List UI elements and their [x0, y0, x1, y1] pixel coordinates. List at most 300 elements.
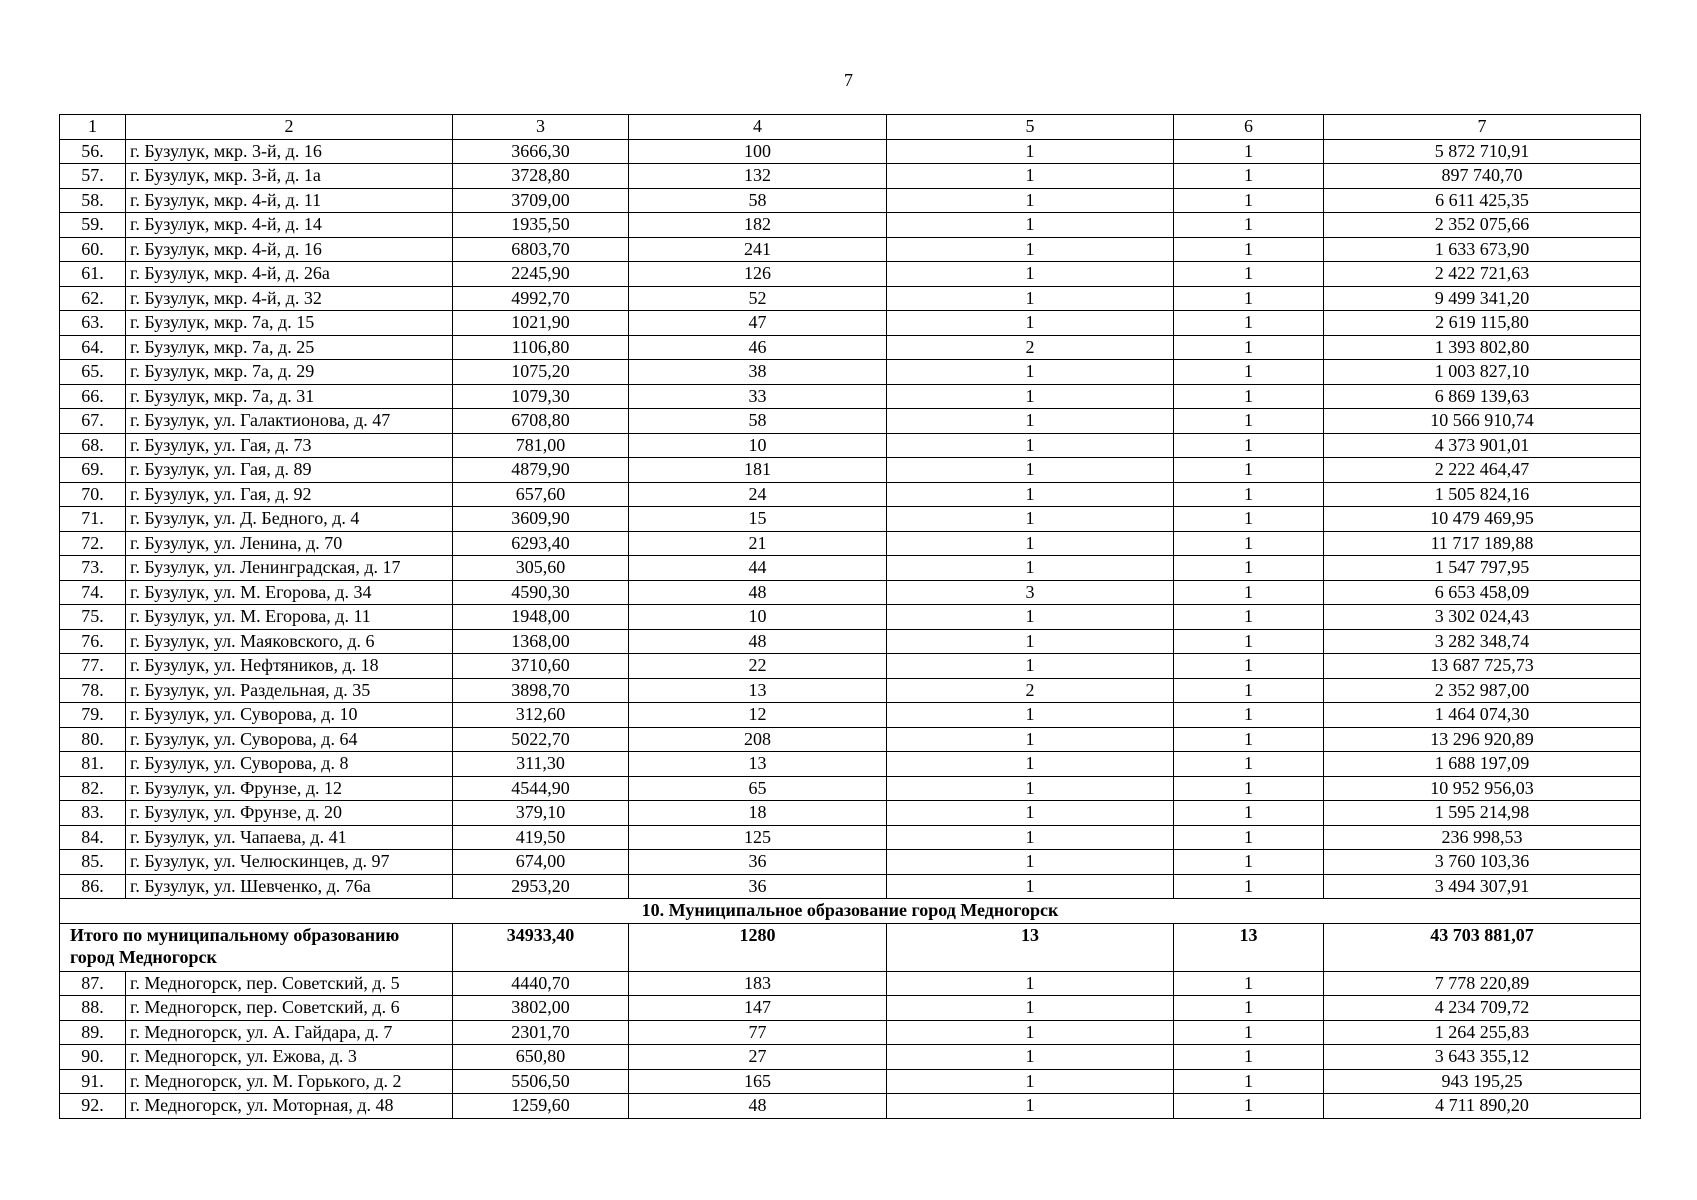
address-cell: г. Медногорск, ул. Ежова, д. 3 — [126, 1045, 453, 1070]
cost-cell: 9 499 341,20 — [1324, 286, 1641, 311]
cost-cell: 2 422 721,63 — [1324, 262, 1641, 287]
count-cell: 1 — [887, 752, 1174, 777]
residents-cell: 132 — [629, 164, 887, 189]
address-cell: г. Бузулук, ул. Челюскинцев, д. 97 — [126, 850, 453, 875]
count-cell: 1 — [1174, 678, 1324, 703]
row-number-cell: 91. — [60, 1069, 126, 1094]
row-number-cell: 86. — [60, 874, 126, 899]
cost-cell: 1 633 673,90 — [1324, 237, 1641, 262]
row-number-cell: 65. — [60, 360, 126, 385]
row-number-cell: 63. — [60, 311, 126, 336]
residents-cell: 36 — [629, 850, 887, 875]
cost-cell: 1 264 255,83 — [1324, 1020, 1641, 1045]
row-number-cell: 81. — [60, 752, 126, 777]
cost-cell: 7 778 220,89 — [1324, 971, 1641, 996]
address-cell: г. Бузулук, ул. Суворова, д. 64 — [126, 727, 453, 752]
address-cell: г. Бузулук, ул. Гая, д. 92 — [126, 482, 453, 507]
residents-cell: 10 — [629, 605, 887, 630]
count-cell: 1 — [887, 605, 1174, 630]
residents-cell: 182 — [629, 213, 887, 238]
residents-cell: 27 — [629, 1045, 887, 1070]
total-row — [60, 923, 1641, 971]
residents-cell: 24 — [629, 482, 887, 507]
area-cell: 4590,30 — [453, 580, 629, 605]
address-cell: г. Бузулук, ул. Гая, д. 89 — [126, 458, 453, 483]
table-row — [60, 654, 1641, 679]
address-cell: г. Медногорск, ул. А. Гайдара, д. 7 — [126, 1020, 453, 1045]
residents-cell: 10 — [629, 433, 887, 458]
area-cell: 5506,50 — [453, 1069, 629, 1094]
count-cell: 1 — [1174, 580, 1324, 605]
count-cell: 1 — [887, 1069, 1174, 1094]
cost-cell: 2 619 115,80 — [1324, 311, 1641, 336]
row-number-cell: 89. — [60, 1020, 126, 1045]
table-row — [60, 996, 1641, 1021]
count-cell: 1 — [887, 850, 1174, 875]
residents-cell: 13 — [629, 678, 887, 703]
count-cell: 1 — [1174, 360, 1324, 385]
address-cell: г. Бузулук, ул. Гая, д. 73 — [126, 433, 453, 458]
cost-cell: 1 595 214,98 — [1324, 801, 1641, 826]
count-cell: 1 — [887, 433, 1174, 458]
residents-cell: 241 — [629, 237, 887, 262]
area-cell: 674,00 — [453, 850, 629, 875]
count-cell: 1 — [1174, 188, 1324, 213]
area-cell: 4992,70 — [453, 286, 629, 311]
area-cell: 3898,70 — [453, 678, 629, 703]
count-cell: 1 — [1174, 654, 1324, 679]
count-cell: 1 — [1174, 727, 1324, 752]
count-cell: 1 — [1174, 1069, 1324, 1094]
area-cell: 2245,90 — [453, 262, 629, 287]
row-number-cell: 56. — [60, 139, 126, 164]
row-number-cell: 57. — [60, 164, 126, 189]
column-number-cell: 7 — [1324, 115, 1641, 140]
cost-cell: 1 393 802,80 — [1324, 335, 1641, 360]
address-cell: г. Медногорск, пер. Советский, д. 6 — [126, 996, 453, 1021]
residents-cell: 36 — [629, 874, 887, 899]
address-cell: г. Бузулук, ул. Чапаева, д. 41 — [126, 825, 453, 850]
table-row — [60, 164, 1641, 189]
row-number-cell: 75. — [60, 605, 126, 630]
column-number-cell: 3 — [453, 115, 629, 140]
count-cell: 1 — [1174, 703, 1324, 728]
row-number-cell: 92. — [60, 1094, 126, 1119]
table-row — [60, 409, 1641, 434]
cost-cell: 3 760 103,36 — [1324, 850, 1641, 875]
count-cell: 1 — [1174, 850, 1324, 875]
count-cell: 1 — [1174, 825, 1324, 850]
table-row — [60, 1094, 1641, 1119]
count-cell: 1 — [1174, 335, 1324, 360]
residents-cell: 18 — [629, 801, 887, 826]
row-number-cell: 82. — [60, 776, 126, 801]
total-cost: 43 703 881,07 — [1324, 923, 1641, 971]
count-cell: 1 — [1174, 482, 1324, 507]
cost-cell: 4 234 709,72 — [1324, 996, 1641, 1021]
area-cell: 4544,90 — [453, 776, 629, 801]
cost-cell: 1 505 824,16 — [1324, 482, 1641, 507]
count-cell: 1 — [1174, 458, 1324, 483]
residents-cell: 47 — [629, 311, 887, 336]
count-cell: 1 — [1174, 971, 1324, 996]
cost-cell: 3 282 348,74 — [1324, 629, 1641, 654]
area-cell: 379,10 — [453, 801, 629, 826]
address-cell: г. Бузулук, ул. М. Егорова, д. 34 — [126, 580, 453, 605]
address-cell: г. Бузулук, ул. Шевченко, д. 76а — [126, 874, 453, 899]
table-row — [60, 825, 1641, 850]
row-number-cell: 71. — [60, 507, 126, 532]
cost-cell: 13 687 725,73 — [1324, 654, 1641, 679]
row-number-cell: 76. — [60, 629, 126, 654]
area-cell: 1106,80 — [453, 335, 629, 360]
count-cell: 2 — [887, 335, 1174, 360]
count-cell: 1 — [887, 188, 1174, 213]
count-cell: 1 — [887, 825, 1174, 850]
count-cell: 1 — [887, 237, 1174, 262]
row-number-cell: 80. — [60, 727, 126, 752]
table-row — [60, 458, 1641, 483]
count-cell: 1 — [1174, 996, 1324, 1021]
count-cell: 1 — [1174, 409, 1324, 434]
count-cell: 1 — [887, 311, 1174, 336]
count-cell: 1 — [1174, 433, 1324, 458]
count-cell: 1 — [887, 262, 1174, 287]
area-cell: 1259,60 — [453, 1094, 629, 1119]
residents-cell: 65 — [629, 776, 887, 801]
address-cell: г. Бузулук, ул. М. Егорова, д. 11 — [126, 605, 453, 630]
table-row — [60, 360, 1641, 385]
total-area: 34933,40 — [453, 923, 629, 971]
residents-cell: 13 — [629, 752, 887, 777]
area-cell: 305,60 — [453, 556, 629, 581]
residents-cell: 21 — [629, 531, 887, 556]
row-number-cell: 60. — [60, 237, 126, 262]
count-cell: 1 — [887, 458, 1174, 483]
section-title: 10. Муниципальное образование город Медногорск — [60, 899, 1641, 924]
row-number-cell: 83. — [60, 801, 126, 826]
residents-cell: 33 — [629, 384, 887, 409]
count-cell: 1 — [1174, 1094, 1324, 1119]
cost-cell: 2 352 075,66 — [1324, 213, 1641, 238]
table-row — [60, 384, 1641, 409]
cost-cell: 5 872 710,91 — [1324, 139, 1641, 164]
cost-cell: 6 653 458,09 — [1324, 580, 1641, 605]
residents-cell: 48 — [629, 629, 887, 654]
cost-cell: 3 494 307,91 — [1324, 874, 1641, 899]
table-row — [60, 727, 1641, 752]
count-cell: 3 — [887, 580, 1174, 605]
count-cell: 1 — [1174, 629, 1324, 654]
area-cell: 2953,20 — [453, 874, 629, 899]
area-cell: 1948,00 — [453, 605, 629, 630]
area-cell: 6293,40 — [453, 531, 629, 556]
table-row — [60, 188, 1641, 213]
count-cell: 1 — [887, 1020, 1174, 1045]
count-cell: 1 — [887, 482, 1174, 507]
count-cell: 1 — [887, 801, 1174, 826]
area-cell: 1935,50 — [453, 213, 629, 238]
cost-cell: 897 740,70 — [1324, 164, 1641, 189]
area-cell: 3728,80 — [453, 164, 629, 189]
total-count: 13 — [887, 923, 1174, 971]
area-cell: 1079,30 — [453, 384, 629, 409]
area-cell: 3710,60 — [453, 654, 629, 679]
address-cell: г. Бузулук, мкр. 4-й, д. 26а — [126, 262, 453, 287]
count-cell: 1 — [887, 360, 1174, 385]
table-row — [60, 507, 1641, 532]
column-number-cell: 4 — [629, 115, 887, 140]
count-cell: 1 — [1174, 776, 1324, 801]
count-cell: 1 — [1174, 164, 1324, 189]
cost-cell: 3 302 024,43 — [1324, 605, 1641, 630]
count-cell: 1 — [887, 409, 1174, 434]
address-cell: г. Бузулук, мкр. 7а, д. 31 — [126, 384, 453, 409]
row-number-cell: 69. — [60, 458, 126, 483]
residents-cell: 48 — [629, 1094, 887, 1119]
row-number-cell: 62. — [60, 286, 126, 311]
column-number-cell: 5 — [887, 115, 1174, 140]
table-row — [60, 971, 1641, 996]
count-cell: 1 — [1174, 507, 1324, 532]
table-row — [60, 850, 1641, 875]
row-number-cell: 85. — [60, 850, 126, 875]
cost-cell: 2 352 987,00 — [1324, 678, 1641, 703]
address-cell: г. Бузулук, ул. Раздельная, д. 35 — [126, 678, 453, 703]
address-cell: г. Бузулук, ул. Ленинградская, д. 17 — [126, 556, 453, 581]
row-number-cell: 72. — [60, 531, 126, 556]
cost-cell: 11 717 189,88 — [1324, 531, 1641, 556]
total-count: 13 — [1174, 923, 1324, 971]
table-row — [60, 482, 1641, 507]
column-number-cell: 2 — [126, 115, 453, 140]
address-cell: г. Бузулук, мкр. 7а, д. 25 — [126, 335, 453, 360]
area-cell: 657,60 — [453, 482, 629, 507]
residents-cell: 77 — [629, 1020, 887, 1045]
address-cell: г. Медногорск, ул. Моторная, д. 48 — [126, 1094, 453, 1119]
area-cell: 312,60 — [453, 703, 629, 728]
count-cell: 1 — [1174, 311, 1324, 336]
address-cell: г. Медногорск, пер. Советский, д. 5 — [126, 971, 453, 996]
area-cell: 650,80 — [453, 1045, 629, 1070]
cost-cell: 2 222 464,47 — [1324, 458, 1641, 483]
cost-cell: 1 688 197,09 — [1324, 752, 1641, 777]
cost-cell: 4 711 890,20 — [1324, 1094, 1641, 1119]
address-cell: г. Бузулук, мкр. 4-й, д. 11 — [126, 188, 453, 213]
table-row — [60, 433, 1641, 458]
residents-cell: 181 — [629, 458, 887, 483]
area-cell: 1021,90 — [453, 311, 629, 336]
address-cell: г. Бузулук, ул. Фрунзе, д. 20 — [126, 801, 453, 826]
cost-cell: 943 195,25 — [1324, 1069, 1641, 1094]
row-number-cell: 61. — [60, 262, 126, 287]
row-number-cell: 78. — [60, 678, 126, 703]
area-cell: 1075,20 — [453, 360, 629, 385]
row-number-cell: 77. — [60, 654, 126, 679]
section-title-row — [60, 899, 1641, 924]
count-cell: 1 — [1174, 237, 1324, 262]
row-number-cell: 87. — [60, 971, 126, 996]
area-cell: 1368,00 — [453, 629, 629, 654]
count-cell: 1 — [887, 286, 1174, 311]
header-row — [60, 115, 1641, 140]
address-cell: г. Бузулук, мкр. 4-й, д. 14 — [126, 213, 453, 238]
count-cell: 1 — [1174, 874, 1324, 899]
table-row — [60, 1045, 1641, 1070]
count-cell: 1 — [887, 384, 1174, 409]
count-cell: 1 — [1174, 1020, 1324, 1045]
address-cell: г. Бузулук, ул. Фрунзе, д. 12 — [126, 776, 453, 801]
row-number-cell: 90. — [60, 1045, 126, 1070]
row-number-cell: 64. — [60, 335, 126, 360]
count-cell: 1 — [887, 531, 1174, 556]
cost-cell: 10 479 469,95 — [1324, 507, 1641, 532]
address-cell: г. Бузулук, мкр. 7а, д. 29 — [126, 360, 453, 385]
count-cell: 1 — [887, 703, 1174, 728]
address-cell: г. Бузулук, ул. Нефтяников, д. 18 — [126, 654, 453, 679]
count-cell: 1 — [1174, 531, 1324, 556]
row-number-cell: 70. — [60, 482, 126, 507]
table-row — [60, 752, 1641, 777]
cost-cell: 13 296 920,89 — [1324, 727, 1641, 752]
count-cell: 2 — [887, 678, 1174, 703]
address-cell: г. Бузулук, мкр. 4-й, д. 32 — [126, 286, 453, 311]
area-cell: 3802,00 — [453, 996, 629, 1021]
count-cell: 1 — [1174, 213, 1324, 238]
residents-cell: 165 — [629, 1069, 887, 1094]
residents-cell: 126 — [629, 262, 887, 287]
area-cell: 3609,90 — [453, 507, 629, 532]
residents-cell: 58 — [629, 409, 887, 434]
count-cell: 1 — [887, 139, 1174, 164]
table-row — [60, 776, 1641, 801]
table-row — [60, 237, 1641, 262]
cost-cell: 1 464 074,30 — [1324, 703, 1641, 728]
count-cell: 1 — [1174, 384, 1324, 409]
table-row — [60, 874, 1641, 899]
row-number-cell: 73. — [60, 556, 126, 581]
area-cell: 311,30 — [453, 752, 629, 777]
table-row — [60, 1020, 1641, 1045]
area-cell: 5022,70 — [453, 727, 629, 752]
table-row — [60, 703, 1641, 728]
address-cell: г. Медногорск, ул. М. Горького, д. 2 — [126, 1069, 453, 1094]
cost-cell: 10 952 956,03 — [1324, 776, 1641, 801]
column-number-cell: 1 — [60, 115, 126, 140]
cost-cell: 3 643 355,12 — [1324, 1045, 1641, 1070]
count-cell: 1 — [887, 629, 1174, 654]
address-cell: г. Бузулук, ул. Суворова, д. 10 — [126, 703, 453, 728]
count-cell: 1 — [887, 971, 1174, 996]
table-row — [60, 605, 1641, 630]
residents-cell: 208 — [629, 727, 887, 752]
residents-cell: 15 — [629, 507, 887, 532]
table-row — [60, 311, 1641, 336]
residents-cell: 12 — [629, 703, 887, 728]
address-cell: г. Бузулук, мкр. 4-й, д. 16 — [126, 237, 453, 262]
count-cell: 1 — [1174, 752, 1324, 777]
table-row — [60, 531, 1641, 556]
data-table — [59, 114, 1641, 1119]
address-cell: г. Бузулук, ул. Галактионова, д. 47 — [126, 409, 453, 434]
count-cell: 1 — [887, 164, 1174, 189]
cost-cell: 1 003 827,10 — [1324, 360, 1641, 385]
residents-cell: 183 — [629, 971, 887, 996]
count-cell: 1 — [1174, 286, 1324, 311]
area-cell: 781,00 — [453, 433, 629, 458]
row-number-cell: 58. — [60, 188, 126, 213]
address-cell: г. Бузулук, мкр. 3-й, д. 1а — [126, 164, 453, 189]
count-cell: 1 — [887, 507, 1174, 532]
table-row — [60, 629, 1641, 654]
cost-cell: 4 373 901,01 — [1324, 433, 1641, 458]
count-cell: 1 — [887, 874, 1174, 899]
count-cell: 1 — [1174, 1045, 1324, 1070]
count-cell: 1 — [887, 556, 1174, 581]
residents-cell: 44 — [629, 556, 887, 581]
table-row — [60, 286, 1641, 311]
count-cell: 1 — [887, 776, 1174, 801]
cost-cell: 236 998,53 — [1324, 825, 1641, 850]
table-row — [60, 801, 1641, 826]
residents-cell: 58 — [629, 188, 887, 213]
address-cell: г. Бузулук, ул. Маяковского, д. 6 — [126, 629, 453, 654]
table-row — [60, 580, 1641, 605]
table-row — [60, 556, 1641, 581]
count-cell: 1 — [1174, 556, 1324, 581]
count-cell: 1 — [1174, 139, 1324, 164]
table-row — [60, 139, 1641, 164]
count-cell: 1 — [887, 1094, 1174, 1119]
count-cell: 1 — [1174, 262, 1324, 287]
row-number-cell: 68. — [60, 433, 126, 458]
row-number-cell: 88. — [60, 996, 126, 1021]
count-cell: 1 — [887, 996, 1174, 1021]
cost-cell: 10 566 910,74 — [1324, 409, 1641, 434]
cost-cell: 6 611 425,35 — [1324, 188, 1641, 213]
table-row — [60, 1069, 1641, 1094]
table-row — [60, 213, 1641, 238]
row-number-cell: 59. — [60, 213, 126, 238]
column-number-cell: 6 — [1174, 115, 1324, 140]
count-cell: 1 — [887, 727, 1174, 752]
count-cell: 1 — [1174, 801, 1324, 826]
count-cell: 1 — [1174, 605, 1324, 630]
area-cell: 4440,70 — [453, 971, 629, 996]
area-cell: 2301,70 — [453, 1020, 629, 1045]
residents-cell: 125 — [629, 825, 887, 850]
table-row — [60, 678, 1641, 703]
table-row — [60, 262, 1641, 287]
residents-cell: 100 — [629, 139, 887, 164]
table-row — [60, 335, 1641, 360]
count-cell: 1 — [887, 213, 1174, 238]
address-cell: г. Бузулук, ул. Д. Бедного, д. 4 — [126, 507, 453, 532]
residents-cell: 38 — [629, 360, 887, 385]
row-number-cell: 79. — [60, 703, 126, 728]
area-cell: 6803,70 — [453, 237, 629, 262]
address-cell: г. Бузулук, мкр. 7а, д. 15 — [126, 311, 453, 336]
row-number-cell: 84. — [60, 825, 126, 850]
count-cell: 1 — [887, 1045, 1174, 1070]
area-cell: 3709,00 — [453, 188, 629, 213]
address-cell: г. Бузулук, мкр. 3-й, д. 16 — [126, 139, 453, 164]
residents-cell: 52 — [629, 286, 887, 311]
total-label: Итого по муниципальному образованию город Медногорск — [60, 923, 453, 971]
address-cell: г. Бузулук, ул. Суворова, д. 8 — [126, 752, 453, 777]
cost-cell: 1 547 797,95 — [1324, 556, 1641, 581]
row-number-cell: 66. — [60, 384, 126, 409]
